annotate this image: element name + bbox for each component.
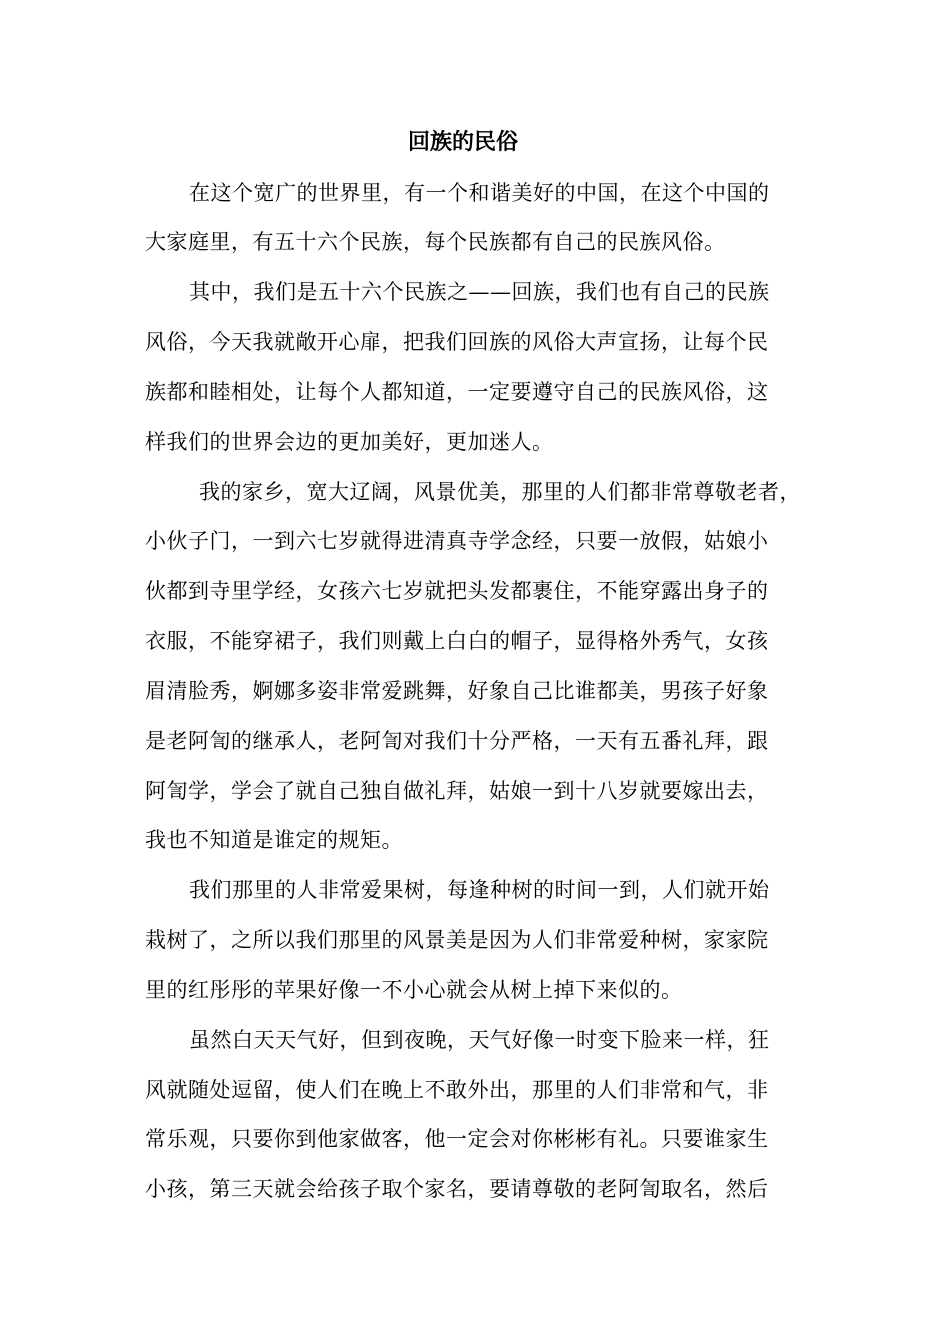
paragraph-line: 我们那里的人非常爱果树，每逢种树的时间一到，人们就开始 xyxy=(189,878,770,902)
paragraph-line: 我也不知道是谁定的规矩。 xyxy=(145,828,403,852)
paragraph-line: 常乐观，只要你到他家做客，他一定会对你彬彬有礼。只要谁家生 xyxy=(145,1127,769,1151)
paragraph-line: 衣服，不能穿裙子，我们则戴上白白的帽子，显得格外秀气，女孩 xyxy=(145,629,769,653)
paragraph-line: 小伙子门，一到六七岁就得进清真寺学念经，只要一放假，姑娘小 xyxy=(145,529,769,553)
paragraph-line: 样我们的世界会边的更加美好，更加迷人。 xyxy=(145,430,554,454)
paragraph-line: 阿訇学，学会了就自己独自做礼拜，姑娘一到十八岁就要嫁出去， xyxy=(145,779,769,803)
paragraph-line: 我的家乡，宽大辽阔，风景优美，那里的人们都非常尊敬老者， xyxy=(199,480,801,504)
paragraph-line: 是老阿訇的继承人，老阿訇对我们十分严格，一天有五番礼拜，跟 xyxy=(145,729,769,753)
paragraph-line: 族都和睦相处，让每个人都知道，一定要遵守自己的民族风俗，这 xyxy=(145,380,769,404)
paragraph-line: 风俗，今天我就敞开心扉，把我们回族的风俗大声宣扬，让每个民 xyxy=(145,330,769,354)
paragraph-line: 在这个宽广的世界里，有一个和谐美好的中国，在这个中国的 xyxy=(189,181,770,205)
paragraph-line: 虽然白天天气好，但到夜晚，天气好像一时变下脸来一样，狂 xyxy=(189,1028,770,1052)
document-title: 回族的民俗 xyxy=(407,129,518,155)
paragraph-line: 栽树了，之所以我们那里的风景美是因为人们非常爱种树，家家院 xyxy=(145,928,769,952)
paragraph-line: 其中，我们是五十六个民族之——回族，我们也有自己的民族 xyxy=(189,280,770,304)
paragraph-line: 大家庭里，有五十六个民族，每个民族都有自己的民族风俗。 xyxy=(145,230,726,254)
paragraph-line: 里的红彤彤的苹果好像一不小心就会从树上掉下来似的。 xyxy=(145,978,683,1002)
paragraph-line: 伙都到寺里学经，女孩六七岁就把头发都裹住，不能穿露出身子的 xyxy=(145,579,769,603)
paragraph-line: 小孩，第三天就会给孩子取个家名，要请尊敬的老阿訇取名，然后 xyxy=(145,1177,769,1201)
paragraph-line: 风就随处逗留，使人们在晚上不敢外出，那里的人们非常和气，非 xyxy=(145,1078,769,1102)
paragraph-line: 眉清脸秀，婀娜多姿非常爱跳舞，好象自己比谁都美，男孩子好象 xyxy=(145,679,769,703)
